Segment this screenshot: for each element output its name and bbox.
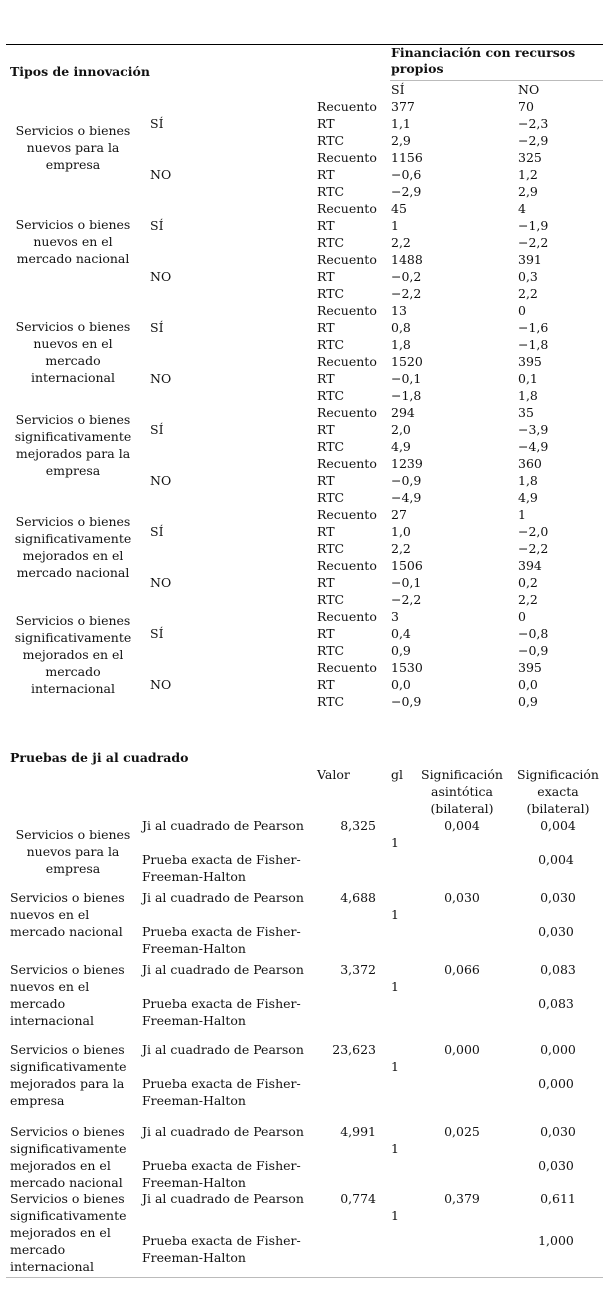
- cell-si: 2,0: [391, 422, 411, 437]
- stat-label: RT: [317, 269, 335, 284]
- cell-no: 360: [518, 456, 542, 471]
- valor-value: 4,688: [340, 890, 376, 905]
- cell-si: 1: [391, 218, 399, 233]
- stat-label: Recuento: [317, 609, 377, 624]
- cell-si: −0,9: [391, 473, 422, 488]
- stat-label: RT: [317, 473, 335, 488]
- cell-no: −1,8: [518, 337, 549, 352]
- cell-si: 45: [391, 201, 407, 216]
- exacta-fisher-value: 0,000: [538, 1076, 574, 1091]
- asintotica-value: 0,066: [444, 962, 480, 977]
- cell-si: −2,2: [391, 286, 422, 301]
- stat-label: Recuento: [317, 252, 377, 267]
- gl-value: 1: [391, 835, 399, 850]
- innovation-type-label: Servicios o bienes nuevos para la empresa: [15, 123, 131, 172]
- cell-no: 0: [518, 303, 526, 318]
- cell-no: 0,1: [518, 371, 538, 386]
- cell-si: −0,6: [391, 167, 422, 182]
- col-header-no: NO: [518, 82, 540, 97]
- exacta-fisher-value: 0,004: [538, 852, 574, 867]
- stat-label: Recuento: [317, 456, 377, 471]
- cell-si: 0,4: [391, 626, 411, 641]
- fisher-label: Prueba exacta de Fisher-Freeman-Halton: [142, 1158, 301, 1190]
- cell-no: 2,2: [518, 286, 538, 301]
- exacta-pearson-value: 0,004: [540, 818, 576, 833]
- cell-si: 2,2: [391, 235, 411, 250]
- answer-label: SÍ: [150, 320, 164, 335]
- exacta-pearson-value: 0,083: [540, 962, 576, 977]
- cell-no: −3,9: [518, 422, 549, 437]
- stat-label: RT: [317, 371, 335, 386]
- innovation-type-label: Servicios o bienes nuevos en el mercado nacional: [15, 217, 131, 266]
- cell-si: −1,8: [391, 388, 422, 403]
- cell-no: 0,3: [518, 269, 538, 284]
- group-header-rule: [390, 80, 603, 81]
- pearson-label: Ji al cuadrado de Pearson: [142, 890, 304, 905]
- innovation-type-label: Servicios o bienes significativamente mejorados en el mercado nacional: [14, 514, 132, 580]
- cell-no: 70: [518, 99, 534, 114]
- cell-no: 394: [518, 558, 542, 573]
- stat-label: RTC: [317, 235, 345, 250]
- chi-title: Pruebas de ji al cuadrado: [10, 750, 189, 765]
- cell-no: 0,2: [518, 575, 538, 590]
- cell-no: 35: [518, 405, 534, 420]
- exacta-pearson-value: 0,030: [540, 1124, 576, 1139]
- stat-label: Recuento: [317, 558, 377, 573]
- pearson-label: Ji al cuadrado de Pearson: [142, 1191, 304, 1206]
- answer-label: SÍ: [150, 524, 164, 539]
- cell-si: 1,1: [391, 116, 411, 131]
- stat-label: RT: [317, 524, 335, 539]
- cell-no: −1,6: [518, 320, 549, 335]
- stat-label: Recuento: [317, 303, 377, 318]
- chi-header-asintotica: Significación asintótica (bilateral): [421, 767, 503, 816]
- stat-label: RT: [317, 575, 335, 590]
- stat-label: Recuento: [317, 201, 377, 216]
- cell-si: −0,9: [391, 694, 422, 709]
- cell-si: 1506: [391, 558, 423, 573]
- chi-header-valor: Valor: [317, 767, 350, 782]
- cell-si: 1488: [391, 252, 423, 267]
- fisher-label: Prueba exacta de Fisher-Freeman-Halton: [142, 996, 301, 1028]
- test-label: Servicios o bienes nuevos para la empresa: [15, 827, 131, 876]
- pearson-label: Ji al cuadrado de Pearson: [142, 818, 304, 833]
- asintotica-value: 0,025: [444, 1124, 480, 1139]
- cell-si: 3: [391, 609, 399, 624]
- valor-value: 8,325: [340, 818, 376, 833]
- cell-si: 1156: [391, 150, 423, 165]
- stat-label: Recuento: [317, 99, 377, 114]
- stat-label: Recuento: [317, 507, 377, 522]
- cell-si: 27: [391, 507, 407, 522]
- stat-label: RT: [317, 422, 335, 437]
- chi-header-exacta: Significación exacta (bilateral): [517, 767, 599, 816]
- cell-si: 0,0: [391, 677, 411, 692]
- cell-si: −2,9: [391, 184, 422, 199]
- cell-si: −0,2: [391, 269, 422, 284]
- gl-value: 1: [391, 1059, 399, 1074]
- cell-no: −2,2: [518, 541, 549, 556]
- cell-si: 1,0: [391, 524, 411, 539]
- cell-no: 391: [518, 252, 542, 267]
- cell-no: 395: [518, 660, 542, 675]
- innovation-type-label: Servicios o bienes significativamente mejorados en el mercado internacional: [14, 613, 132, 696]
- test-label: Servicios o bienes significativamente mejorados para la empresa: [10, 1042, 127, 1108]
- test-label: Servicios o bienes significativamente mejorados en el mercado nacional: [10, 1124, 127, 1190]
- answer-label: SÍ: [150, 626, 164, 641]
- group-header: Financiación con recursos propios: [391, 45, 576, 76]
- cell-no: 1,8: [518, 473, 538, 488]
- cell-no: −4,9: [518, 439, 549, 454]
- stat-label: Recuento: [317, 660, 377, 675]
- fisher-label: Prueba exacta de Fisher-Freeman-Halton: [142, 852, 301, 884]
- answer-label: SÍ: [150, 218, 164, 233]
- exacta-pearson-value: 0,030: [540, 890, 576, 905]
- cell-no: 325: [518, 150, 542, 165]
- stat-label: RTC: [317, 643, 345, 658]
- stat-label: RTC: [317, 694, 345, 709]
- cell-si: 1530: [391, 660, 423, 675]
- stat-label: RT: [317, 116, 335, 131]
- cell-no: 0,9: [518, 694, 538, 709]
- stat-label: Recuento: [317, 150, 377, 165]
- cell-si: 13: [391, 303, 407, 318]
- cell-si: 1239: [391, 456, 423, 471]
- pearson-label: Ji al cuadrado de Pearson: [142, 1124, 304, 1139]
- cell-no: −0,9: [518, 643, 549, 658]
- stat-label: RTC: [317, 439, 345, 454]
- stat-label: RTC: [317, 184, 345, 199]
- stat-label: RTC: [317, 490, 345, 505]
- exacta-pearson-value: 0,611: [540, 1191, 576, 1206]
- valor-value: 3,372: [340, 962, 376, 977]
- cell-no: −2,0: [518, 524, 549, 539]
- stat-label: RT: [317, 218, 335, 233]
- asintotica-value: 0,030: [444, 890, 480, 905]
- cell-si: 0,8: [391, 320, 411, 335]
- exacta-fisher-value: 0,030: [538, 924, 574, 939]
- gl-value: 1: [391, 1141, 399, 1156]
- exacta-fisher-value: 1,000: [538, 1233, 574, 1248]
- gl-value: 1: [391, 979, 399, 994]
- cell-si: 294: [391, 405, 415, 420]
- gl-value: 1: [391, 907, 399, 922]
- pearson-label: Ji al cuadrado de Pearson: [142, 962, 304, 977]
- cell-no: 1,8: [518, 388, 538, 403]
- pearson-label: Ji al cuadrado de Pearson: [142, 1042, 304, 1057]
- exacta-fisher-value: 0,083: [538, 996, 574, 1011]
- stat-label: Recuento: [317, 354, 377, 369]
- cell-no: −1,9: [518, 218, 549, 233]
- cell-si: 2,2: [391, 541, 411, 556]
- cell-no: −0,8: [518, 626, 549, 641]
- answer-label: SÍ: [150, 422, 164, 437]
- cell-no: 4: [518, 201, 526, 216]
- cell-no: 1: [518, 507, 526, 522]
- stat-label: RTC: [317, 541, 345, 556]
- cell-no: 1,2: [518, 167, 538, 182]
- exacta-fisher-value: 0,030: [538, 1158, 574, 1173]
- exacta-pearson-value: 0,000: [540, 1042, 576, 1057]
- innovation-type-label: Servicios o bienes nuevos en el mercado internacional: [15, 319, 131, 385]
- answer-label: SÍ: [150, 116, 164, 131]
- cell-no: 0,0: [518, 677, 538, 692]
- valor-value: 0,774: [340, 1191, 376, 1206]
- cell-si: −2,2: [391, 592, 422, 607]
- test-label: Servicios o bienes nuevos en el mercado nacional: [10, 890, 125, 939]
- answer-label: NO: [150, 473, 172, 488]
- asintotica-value: 0,000: [444, 1042, 480, 1057]
- cell-si: −0,1: [391, 575, 422, 590]
- cell-no: 2,9: [518, 184, 538, 199]
- fisher-label: Prueba exacta de Fisher-Freeman-Halton: [142, 1233, 301, 1265]
- answer-label: NO: [150, 677, 172, 692]
- stat-label: RTC: [317, 337, 345, 352]
- cell-no: −2,3: [518, 116, 549, 131]
- cell-no: 4,9: [518, 490, 538, 505]
- test-label: Servicios o bienes nuevos en el mercado internacional: [10, 962, 125, 1028]
- cell-no: −2,9: [518, 133, 549, 148]
- answer-label: NO: [150, 167, 172, 182]
- stat-label: RT: [317, 626, 335, 641]
- cell-no: 395: [518, 354, 542, 369]
- stat-label: RTC: [317, 286, 345, 301]
- stat-label: Recuento: [317, 405, 377, 420]
- stat-label: RTC: [317, 592, 345, 607]
- test-label: Servicios o bienes significativamente mejorados en el mercado internacional: [10, 1191, 127, 1274]
- answer-label: NO: [150, 269, 172, 284]
- cell-no: 0: [518, 609, 526, 624]
- innovation-type-label: Servicios o bienes significativamente mejorados para la empresa: [14, 412, 132, 478]
- stat-label: RTC: [317, 133, 345, 148]
- asintotica-value: 0,379: [444, 1191, 480, 1206]
- stat-label: RT: [317, 320, 335, 335]
- stat-label: RTC: [317, 388, 345, 403]
- cell-si: 1,8: [391, 337, 411, 352]
- fisher-label: Prueba exacta de Fisher-Freeman-Halton: [142, 1076, 301, 1108]
- fisher-label: Prueba exacta de Fisher-Freeman-Halton: [142, 924, 301, 956]
- cell-si: 2,9: [391, 133, 411, 148]
- cell-si: 1520: [391, 354, 423, 369]
- cell-si: 377: [391, 99, 415, 114]
- answer-label: NO: [150, 575, 172, 590]
- crosstab-title: Tipos de innovación: [10, 64, 150, 79]
- cell-no: −2,2: [518, 235, 549, 250]
- stat-label: RT: [317, 677, 335, 692]
- gl-value: 1: [391, 1208, 399, 1223]
- col-header-si: SÍ: [391, 82, 405, 97]
- cell-si: −0,1: [391, 371, 422, 386]
- asintotica-value: 0,004: [444, 818, 480, 833]
- cell-si: 0,9: [391, 643, 411, 658]
- chi-header-gl: gl: [391, 767, 403, 782]
- cell-si: 4,9: [391, 439, 411, 454]
- answer-label: NO: [150, 371, 172, 386]
- stat-label: RT: [317, 167, 335, 182]
- valor-value: 4,991: [340, 1124, 376, 1139]
- cell-no: 2,2: [518, 592, 538, 607]
- table-bottom-rule: [6, 1277, 603, 1278]
- cell-si: −4,9: [391, 490, 422, 505]
- valor-value: 23,623: [332, 1042, 376, 1057]
